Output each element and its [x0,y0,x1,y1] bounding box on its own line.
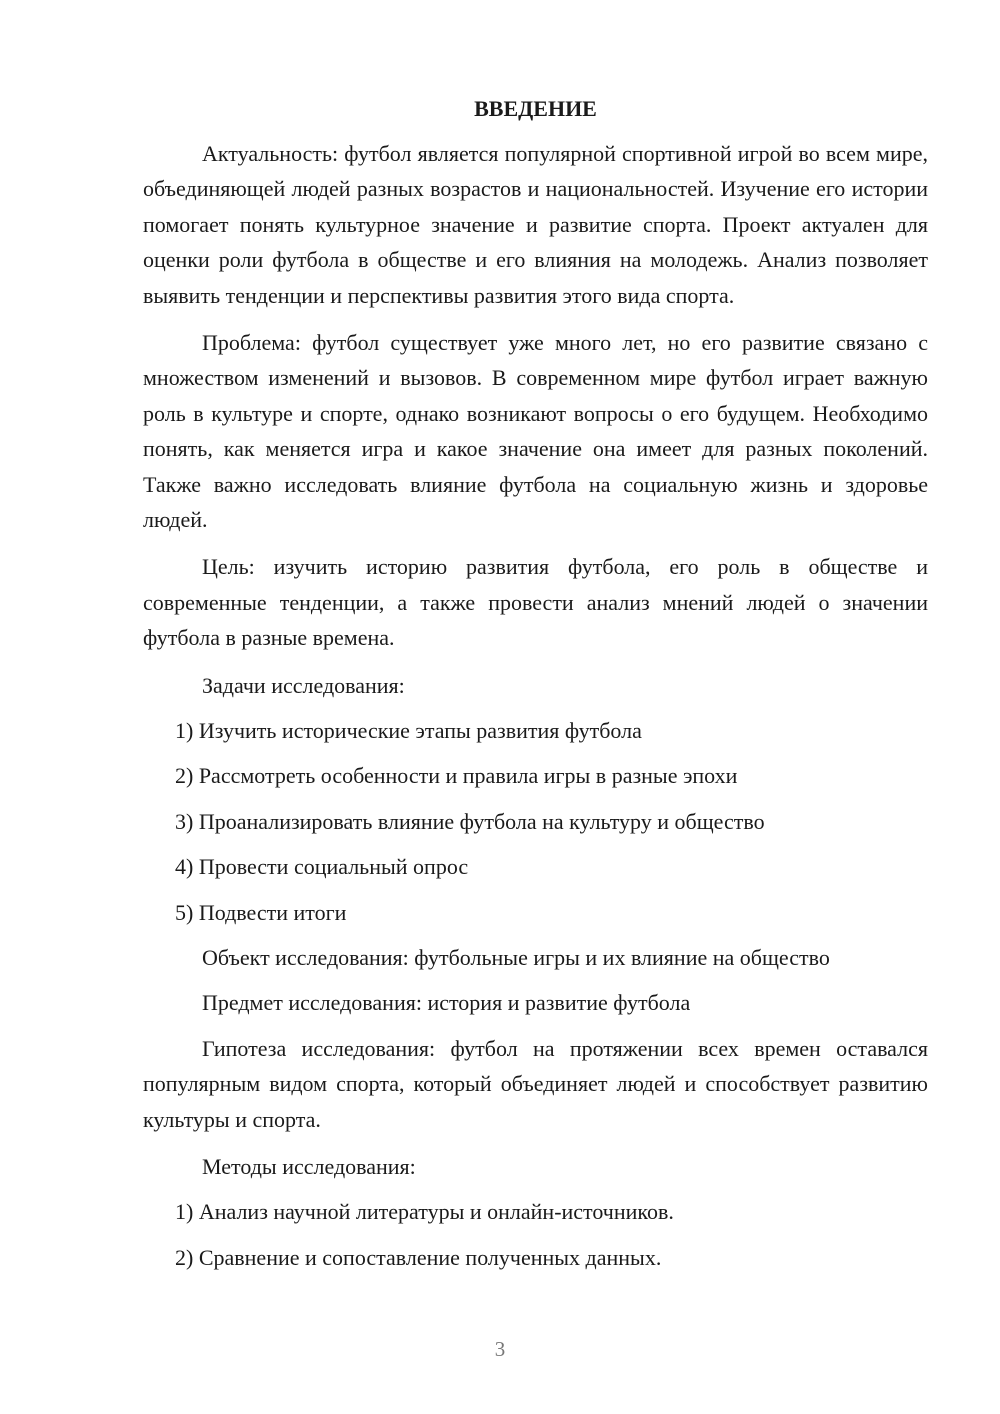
page-number: 3 [494,1337,506,1361]
list-item: 2) Рассмотреть особенности и правила игры в разные эпохи [175,763,738,789]
section-heading: ВВЕДЕНИЕ [474,96,597,121]
hypothesis-paragraph: Гипотеза исследования: футбол на протяжении всех времен оставался популярным видом спорта, который объединяет людей и способствует развитию культуры и спорта. [143,1035,928,1132]
goal-paragraph: Цель: изучить историю развития футбола, его роль в обществе и современные тенденции, а также провести анализ мнений людей о значении футбола в разные времена. [143,554,928,651]
list-item: 5) Подвести итоги [175,899,347,925]
document-body [143,94,928,1285]
relevance-paragraph: Актуальность: футбол является популярной спортивной игрой во всем мире, объединяющей людей разных возрастов и национальностей. Изучение его истории помогает понять культурное значение и развитие спорта. Проект актуален для оценки роли футбола в обществе и его влияния на молодежь. Анализ позволяет выявить тенденции и перспективы развития этого вида спорта. [143,141,928,308]
list-item: 1) Изучить исторические этапы развития футбола [175,718,642,744]
problem-paragraph: Проблема: футбол существует уже много лет, но его развитие связано с множеством изменений и вызовов. В современном мире футбол играет важную роль в культуре и спорте, однако возникают вопросы о его будущем. Необходимо понять, как меняется игра и какое значение она имеет для разных поколений. Также важно исследовать влияние футбола на социальную жизнь и здоровье людей. [143,330,928,533]
list-item: 3) Проанализировать влияние футбола на культуру и общество [175,808,765,834]
object-line: Объект исследования: футбольные игры и их влияние на общество [202,945,830,971]
tasks-list [143,713,928,940]
tasks-title: Задачи исследования: [202,672,405,698]
methods-list [143,1194,928,1285]
list-item: 4) Провести социальный опрос [175,854,469,880]
list-item: 2) Сравнение и сопоставление полученных данных. [175,1244,662,1270]
subject-line: Предмет исследования: история и развитие футбола [202,990,691,1016]
list-item: 1) Анализ научной литературы и онлайн-источников. [175,1199,674,1225]
methods-title: Методы исследования: [202,1154,416,1180]
